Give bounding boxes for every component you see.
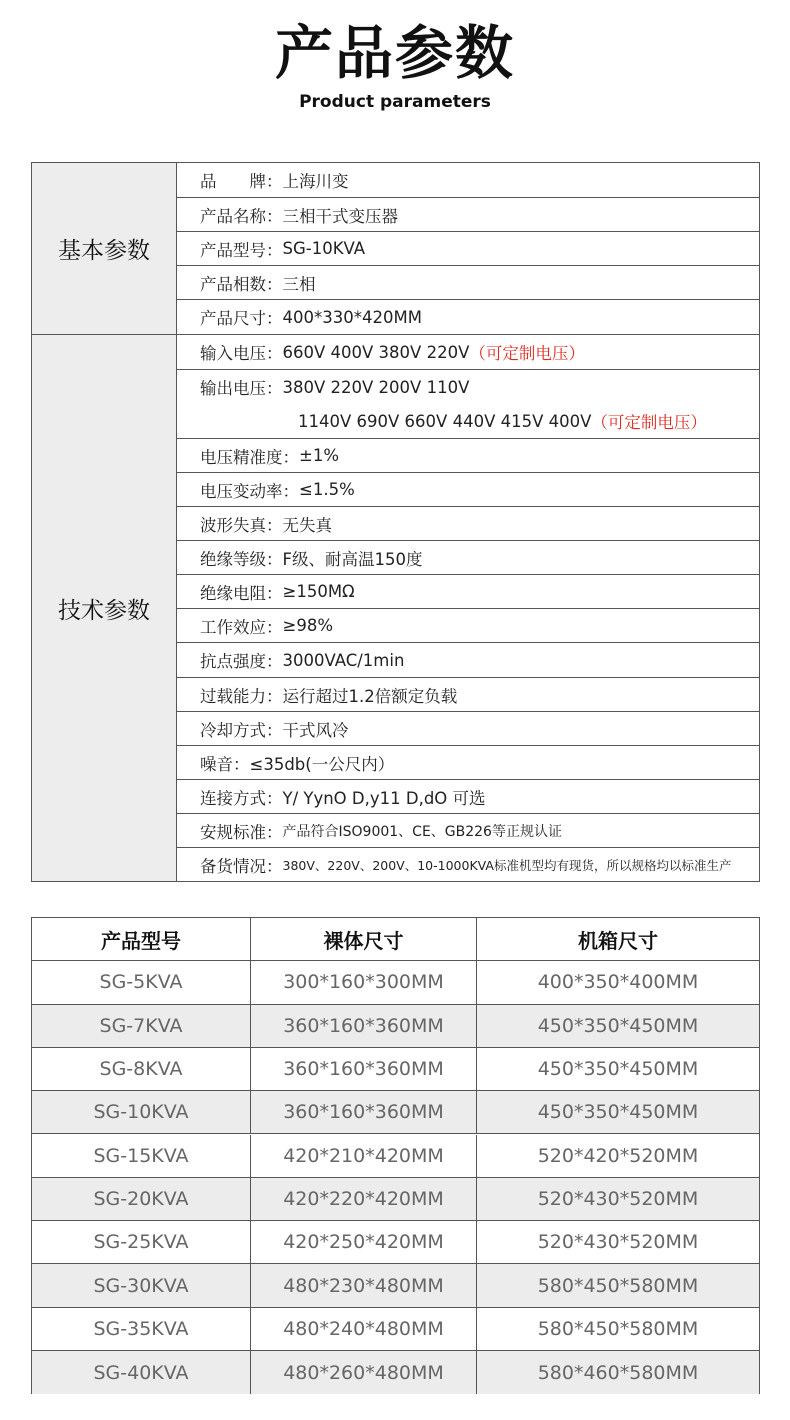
param-row-strength	[177, 643, 759, 678]
param-row-size	[177, 300, 759, 335]
param-label: 产品尺寸：	[200, 309, 283, 328]
param-row-precision	[177, 439, 759, 473]
model-cell: SG-25KVA	[32, 1221, 251, 1263]
param-row-input-voltage	[177, 335, 759, 370]
case-size-cell: 580*450*580MM	[537, 1274, 699, 1297]
case-size-cell: 450*350*450MM	[537, 1101, 699, 1124]
core-size-cell: 480*260*480MM	[251, 1351, 477, 1394]
param-row-model	[177, 232, 759, 266]
table-header-row	[32, 918, 759, 961]
param-row-phase	[177, 266, 759, 300]
case-size-cell: 580*450*580MM	[537, 1317, 699, 1340]
model-cell: SG-30KVA	[32, 1264, 251, 1306]
param-value: 1140V 690V 660V 440V 415V 400V	[298, 411, 592, 431]
param-row-insulation-class	[177, 541, 759, 575]
table-row	[32, 1005, 759, 1048]
param-value: Y/ YynO D,y11 D,dO 可选	[282, 788, 486, 808]
param-value: ≤35db(一公尺内）	[249, 754, 395, 774]
model-cell: SG-5KVA	[32, 961, 251, 1003]
case-size-cell: 520*430*520MM	[537, 1187, 699, 1210]
model-cell: SG-35KVA	[32, 1308, 251, 1350]
param-row-cooling	[177, 712, 759, 746]
model-size-table	[31, 917, 760, 1394]
param-label: 产品名称：	[200, 206, 283, 226]
page-subtitle: Product parameters	[299, 92, 491, 112]
param-row-distortion	[177, 507, 759, 541]
param-label: 安规标准：	[200, 822, 283, 842]
model-cell: SG-8KVA	[32, 1048, 251, 1090]
param-label: 绝缘等级：	[200, 549, 283, 569]
model-cell: SG-20KVA	[32, 1178, 251, 1220]
param-value: 产品符合ISO9001、CE、GB226等正规认证	[282, 823, 562, 840]
case-size-cell: 520*430*520MM	[537, 1231, 699, 1254]
param-label: 抗点强度：	[200, 652, 283, 671]
param-row-output-voltage	[177, 370, 759, 404]
case-size-cell: 580*460*580MM	[537, 1361, 699, 1384]
basic-params-group-label: 基本参数	[32, 163, 177, 335]
core-size-cell: 360*160*360MM	[251, 1005, 477, 1047]
case-size-cell: 450*350*450MM	[537, 1058, 699, 1081]
col-header-model: 产品型号	[32, 918, 251, 960]
param-value: 三相干式变压器	[282, 206, 398, 226]
case-size-cell: 520*420*520MM	[537, 1144, 699, 1167]
param-value: SG-10KVA	[282, 239, 366, 258]
param-row-output-voltage-cont	[177, 404, 759, 439]
core-size-cell: 300*160*300MM	[251, 961, 477, 1003]
param-label: 波形失真：	[200, 515, 283, 535]
param-label: 输入电压：	[200, 344, 283, 363]
case-size-cell: 450*350*450MM	[537, 1014, 699, 1037]
param-label: 过载能力：	[200, 686, 283, 706]
core-size-cell: 420*210*420MM	[251, 1135, 477, 1177]
param-row-brand	[177, 163, 759, 198]
param-label: 输出电压：	[200, 379, 283, 398]
col-header-core-size: 裸体尺寸	[251, 918, 477, 960]
param-value: 上海川变	[282, 172, 349, 191]
table-row	[32, 1221, 759, 1264]
param-row-name	[177, 198, 759, 232]
model-cell: SG-15KVA	[32, 1135, 251, 1177]
core-size-cell: 360*160*360MM	[251, 1048, 477, 1090]
param-label: 产品相数：	[200, 274, 283, 294]
col-header-case-size: 机箱尺寸	[578, 928, 658, 953]
param-value: 380V、220V、200V、10-1000KVA标准机型均有现货，所以规格均以标准生产	[282, 857, 732, 873]
param-row-overload	[177, 678, 759, 712]
table-row	[32, 1178, 759, 1221]
param-row-safety	[177, 814, 759, 848]
param-label: 电压变动率：	[200, 481, 299, 501]
param-value: 400*330*420MM	[282, 307, 422, 327]
param-row-noise	[177, 746, 759, 780]
table-row	[32, 1135, 759, 1178]
table-row	[32, 961, 759, 1004]
param-value: 380V 220V 200V 110V	[282, 377, 470, 397]
param-label: 品 牌：	[200, 172, 283, 191]
param-value: ±1%	[299, 446, 340, 465]
custom-voltage-note: （可定制电压）	[469, 344, 585, 363]
param-row-efficiency	[177, 609, 759, 643]
page-title: 产品参数	[274, 19, 515, 87]
param-value: 3000VAC/1min	[282, 650, 405, 670]
table-row	[32, 1264, 759, 1307]
param-row-regulation	[177, 473, 759, 507]
core-size-cell: 360*160*360MM	[251, 1091, 477, 1133]
param-row-insulation-resistance	[177, 575, 759, 609]
param-row-connection	[177, 780, 759, 814]
param-value: ≥98%	[282, 616, 333, 635]
param-value: 干式风冷	[282, 720, 349, 740]
table-row	[32, 1351, 759, 1394]
model-cell: SG-7KVA	[32, 1005, 251, 1047]
core-size-cell: 480*230*480MM	[251, 1264, 477, 1306]
param-label: 绝缘电阻：	[200, 583, 283, 603]
param-value: F级、耐高温150度	[282, 549, 423, 569]
param-value: 660V 400V 380V 220V	[282, 342, 470, 362]
model-cell: SG-40KVA	[32, 1351, 251, 1394]
param-label: 连接方式：	[200, 788, 283, 808]
param-row-stock	[177, 848, 759, 881]
model-cell: SG-10KVA	[32, 1091, 251, 1133]
param-value: 运行超过1.2倍额定负载	[282, 686, 458, 706]
case-size-cell: 400*350*400MM	[537, 971, 699, 994]
param-value: ≥150MΩ	[282, 582, 355, 601]
param-value: 三相	[282, 274, 316, 294]
table-row	[32, 1308, 759, 1351]
param-label: 工作效应：	[200, 617, 283, 637]
param-value: ≤1.5%	[299, 480, 355, 499]
core-size-cell: 480*240*480MM	[251, 1308, 477, 1350]
parameters-table	[31, 162, 760, 882]
tech-params-group-label: 技术参数	[32, 335, 177, 881]
table-row	[32, 1048, 759, 1091]
param-value: 无失真	[282, 515, 332, 535]
custom-voltage-note: （可定制电压）	[591, 413, 707, 432]
param-label: 电压精准度：	[200, 447, 299, 467]
table-row	[32, 1091, 759, 1134]
param-label: 备货情况：	[200, 856, 283, 876]
param-label: 噪音：	[200, 754, 250, 774]
core-size-cell: 420*220*420MM	[251, 1178, 477, 1220]
param-label: 冷却方式：	[200, 720, 283, 740]
core-size-cell: 420*250*420MM	[251, 1221, 477, 1263]
param-label: 产品型号：	[200, 240, 283, 260]
